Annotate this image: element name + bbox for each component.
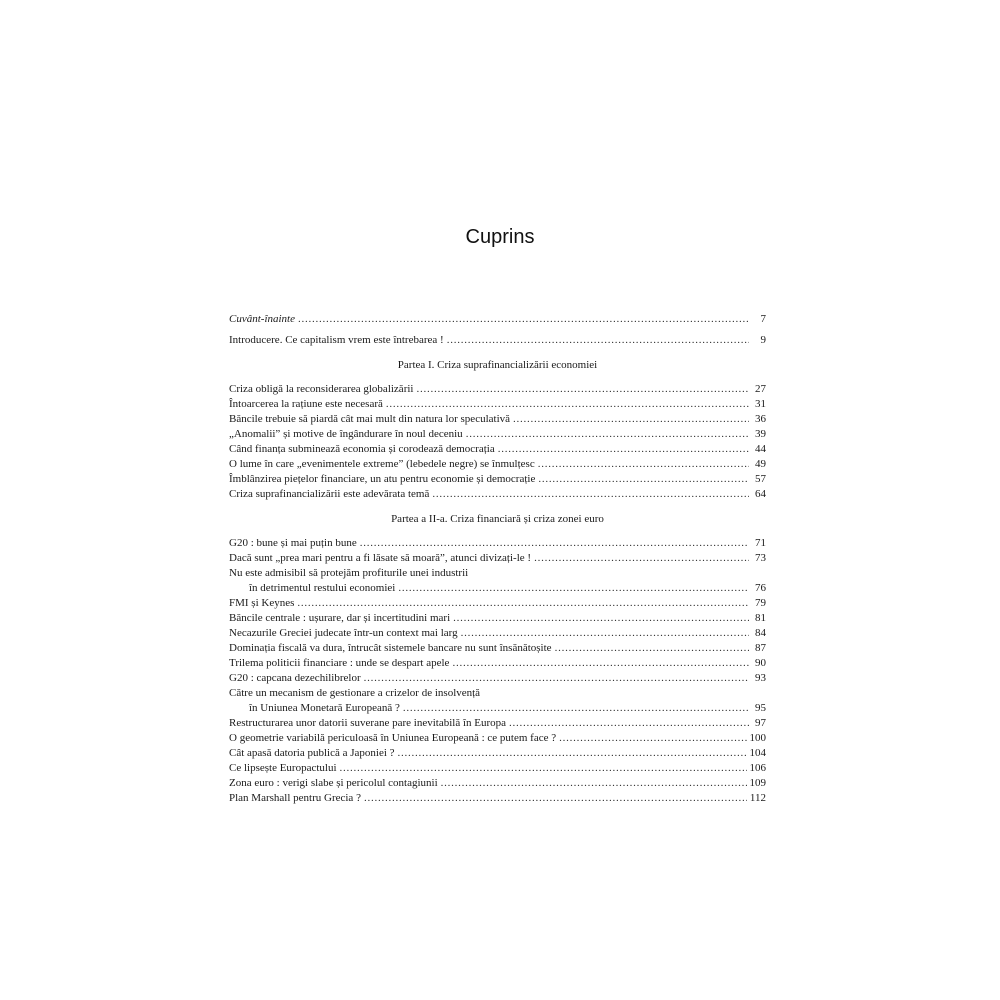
toc-entry-text: Restructurarea unor datorii suverane pare inevitabilă în Europa (229, 717, 507, 729)
leader-dots (340, 761, 747, 776)
leader-dots (555, 641, 749, 656)
toc-entry-page: 71 (755, 537, 766, 549)
leader-dots (461, 626, 749, 641)
leader-dots (403, 701, 749, 716)
toc-entry-page: 97 (755, 717, 766, 729)
toc-entry-page: 100 (749, 732, 766, 744)
toc-entry-text: Ce lipsește Europactului (229, 762, 337, 774)
leader-dots (509, 716, 749, 731)
toc-entry-page: 49 (755, 458, 766, 470)
toc-entry-text: FMI și Keynes (229, 597, 295, 609)
leader-dots (453, 611, 749, 626)
toc-entry-page: 9 (760, 334, 766, 346)
toc-entry-text: Criza suprafinancializării este adevărata temă (229, 488, 430, 500)
toc-entry-text: Băncile trebuie să piardă cât mai mult din natura lor speculativă (229, 413, 511, 425)
leader-dots (513, 412, 749, 427)
toc-entry-page: 93 (755, 672, 766, 684)
toc-entry-text: O lume în care „evenimentele extreme” (lebedele negre) se înmulțesc (229, 458, 535, 470)
toc-entry-page: 95 (755, 702, 766, 714)
toc-entry-text-line-2: în detrimentul restului economiei (249, 582, 396, 594)
leader-dots (466, 427, 749, 442)
toc-entry (229, 611, 766, 626)
toc-entry-page: 36 (755, 413, 766, 425)
toc-entry-text: Îmblânzirea piețelor financiare, un atu pentru economie și democrație (229, 473, 536, 485)
toc-entry-page: 73 (755, 552, 766, 564)
part-heading-2: Partea a II-a. Criza financiară și criza zonei euro (391, 513, 604, 525)
toc-entry-page: 7 (760, 313, 766, 325)
leader-dots (538, 472, 749, 487)
toc-entry-page: 27 (755, 383, 766, 395)
toc-entry-page: 109 (749, 777, 766, 789)
toc-entry-foreword (229, 312, 766, 327)
toc-entry-text-line-1: Nu este admisibil să protejăm profiturile unei industrii (229, 567, 469, 579)
toc-entry (229, 581, 766, 596)
toc-entry-page: 57 (755, 473, 766, 485)
toc-entry-text: Cât apasă datoria publică a Japoniei ? (229, 747, 395, 759)
toc-entry-text: Plan Marshall pentru Grecia ? (229, 792, 361, 804)
toc-entry-page: 31 (755, 398, 766, 410)
toc-entry (229, 551, 766, 566)
toc-entry-page: 44 (755, 443, 766, 455)
toc-entry-text: „Anomalii” și motive de îngândurare în noul deceniu (229, 428, 463, 440)
leader-dots (398, 581, 749, 596)
page-title: Cuprins (465, 226, 535, 248)
toc-entry (229, 656, 766, 671)
leader-dots (447, 333, 749, 348)
toc-entry-text: G20 : capcana dezechilibrelor (229, 672, 361, 684)
toc-entry-page: 64 (755, 488, 766, 500)
toc-entry (229, 536, 766, 551)
toc-entry-page: 90 (755, 657, 766, 669)
toc-entry-page: 39 (755, 428, 766, 440)
toc-entry (229, 442, 766, 457)
toc-entry-introduction (229, 333, 766, 348)
toc-entry-page: 81 (755, 612, 766, 624)
toc-entry (229, 472, 766, 487)
toc-entry (229, 731, 766, 746)
leader-dots (386, 397, 749, 412)
toc-entry (229, 641, 766, 656)
toc-entry-page: 106 (749, 762, 766, 774)
toc-entry-text: Când finanța subminează economia și corodează democrația (229, 443, 495, 455)
toc-entry-text: Zona euro : verigi slabe și pericolul contagiunii (229, 777, 438, 789)
toc-entry-text: G20 : bune și mai puțin bune (229, 537, 357, 549)
leader-dots (452, 656, 749, 671)
leader-dots (398, 746, 747, 761)
part-heading-1: Partea I. Criza suprafinancializării economiei (397, 359, 598, 371)
toc-entry-text-line-2: în Uniunea Monetară Europeană ? (249, 702, 400, 714)
leader-dots (364, 791, 747, 806)
toc-entry (229, 457, 766, 472)
toc-entry-page: 87 (755, 642, 766, 654)
toc-entry (229, 626, 766, 641)
toc-entry-page: 84 (755, 627, 766, 639)
leader-dots (441, 776, 747, 791)
toc-entry-page: 104 (749, 747, 766, 759)
toc-entry-text: Dacă sunt „prea mari pentru a fi lăsate să moară”, atunci divizați-le ! (229, 552, 532, 564)
toc-entry (229, 776, 766, 791)
leader-dots (559, 731, 746, 746)
toc-entry-text: Trilema politicii financiare : unde se despart apele (229, 657, 450, 669)
leader-dots (364, 671, 749, 686)
toc-entry-text: Introducere. Ce capitalism vrem este întrebarea ! (229, 334, 444, 346)
toc-entry-text: Băncile centrale : ușurare, dar și incertitudini mari (229, 612, 451, 624)
toc-entry (229, 761, 766, 776)
toc-entry (229, 596, 766, 611)
toc-entry (229, 427, 766, 442)
leader-dots (297, 596, 749, 611)
toc-entry-text-line-1: Către un mecanism de gestionare a crizelor de insolvență (229, 687, 481, 699)
toc-entry (229, 716, 766, 731)
toc-entry-text: O geometrie variabilă periculoasă în Uniunea Europeană : ce putem face ? (229, 732, 557, 744)
toc-entry-page: 79 (755, 597, 766, 609)
leader-dots (538, 457, 749, 472)
leader-dots (432, 487, 749, 502)
toc-entry (229, 791, 766, 806)
toc-entry (229, 412, 766, 427)
toc-entry-page: 112 (749, 792, 766, 804)
toc-entry (229, 746, 766, 761)
toc-entry-text: Cuvânt-înainte (229, 313, 295, 325)
toc-entry-text: Criza obligă la reconsiderarea globalizării (229, 383, 414, 395)
toc-entry (229, 382, 766, 397)
toc-entry-page: 76 (755, 582, 766, 594)
toc-entry-text: Necazurile Greciei judecate într-un context mai larg (229, 627, 458, 639)
leader-dots (498, 442, 749, 457)
toc-entry-text: Întoarcerea la rațiune este necesară (229, 398, 383, 410)
leader-dots (416, 382, 749, 397)
toc-entry (229, 701, 766, 716)
toc-entry-text: Dominația fiscală va dura, întrucât sistemele bancare nu sunt însănătoșite (229, 642, 552, 654)
leader-dots (534, 551, 749, 566)
toc-entry (229, 671, 766, 686)
leader-dots (298, 312, 749, 327)
toc-entry (229, 487, 766, 502)
toc-entry (229, 397, 766, 412)
table-of-contents (229, 312, 766, 806)
leader-dots (360, 536, 749, 551)
